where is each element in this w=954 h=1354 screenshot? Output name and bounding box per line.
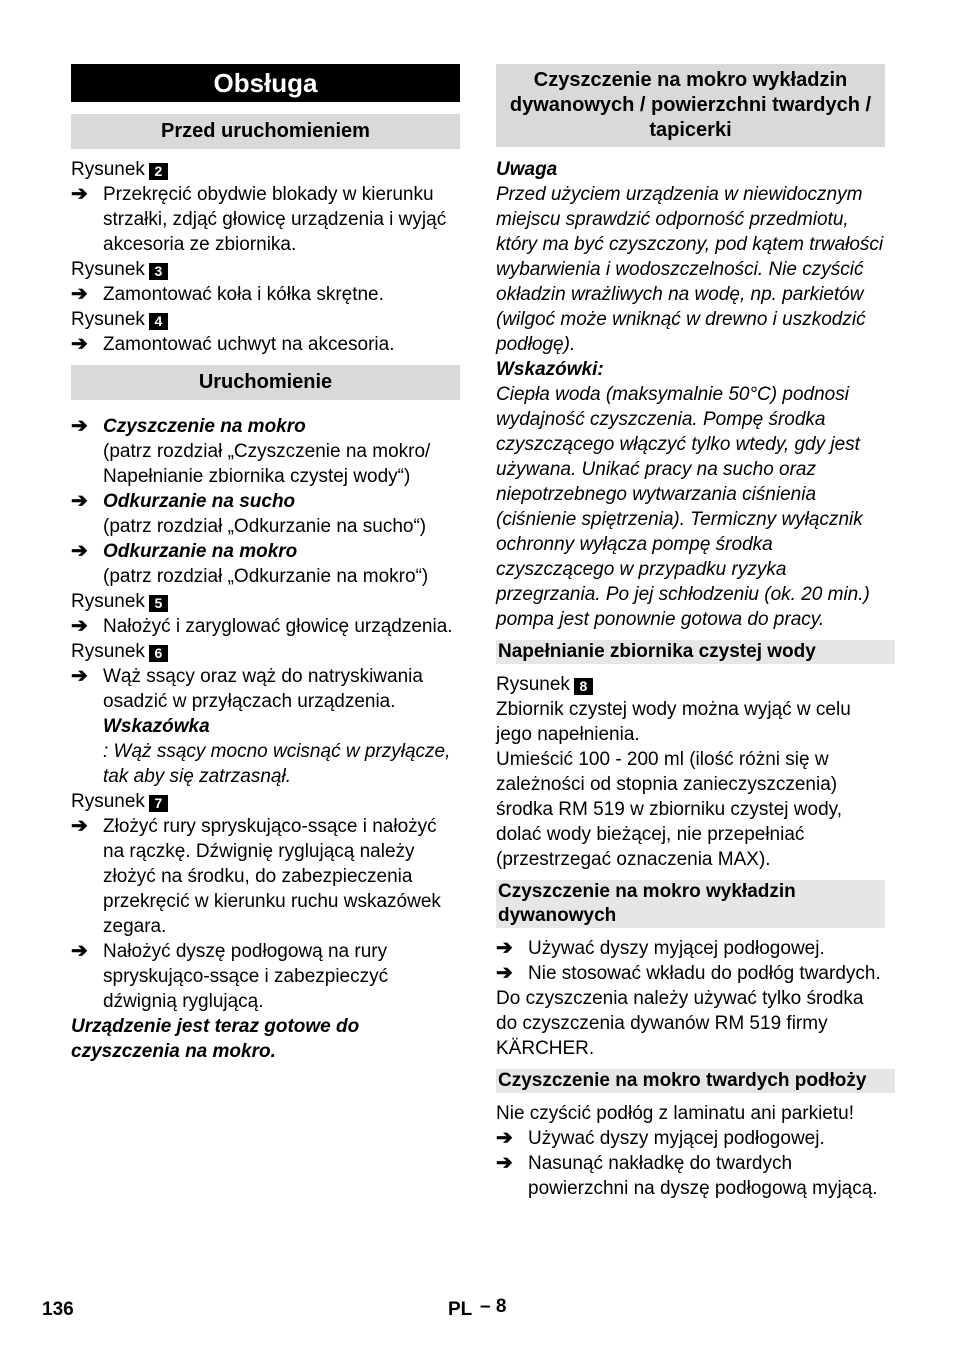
chapter-title: Obsługa (71, 64, 460, 102)
hints-label: Wskazówki: (496, 359, 604, 380)
arrow-right-icon: ➔ (71, 333, 88, 355)
step-item: ➔ Nałożyć dyszę podłogową na rury spryskująco-ssące i zabezpieczyć dźwignią ryglującą. (71, 940, 389, 1012)
figure-number: 3 (149, 263, 168, 280)
mode-dry-vacuum: ➔ Odkurzanie na sucho (patrz rozdział „Odkurzanie na sucho“) (71, 490, 427, 537)
step-item: ➔ Złożyć rury spryskująco-ssące i nałożyć na rączkę. Dźwignię ryglującą należy złożyć na środku, do zabezpieczenia przekręcić w kierunku ruchu wskazówek zegara. (71, 815, 441, 937)
step-item: ➔ Zamontować uchwyt na akcesoria. (71, 333, 395, 355)
caution-label: Uwaga (496, 159, 558, 180)
figure-number: 5 (149, 595, 168, 612)
caution-text: Przed użyciem urządzenia w niewidocznym miejscu sprawdzić odporność przedmiotu, który ma być czyszczony, pod kątem trwałości wybarwienia i wodoszczelności. Nie czyścić okładzin wrażliwych na wodę, np. parkietów (wilgoć może wniknąć w drewno i uszkodzić podłogę). (496, 184, 884, 355)
figure-number: 4 (149, 313, 168, 330)
figure-ref: Rysunek 6 (71, 639, 460, 664)
arrow-right-icon: ➔ (71, 415, 88, 437)
arrow-right-icon: ➔ (71, 183, 88, 205)
subsection-hard-floors: Czyszczenie na mokro twardych podłoży (496, 1069, 895, 1093)
local-page-number: – 8 (480, 1296, 507, 1317)
paragraph: Nie czyścić podłóg z laminatu ani parkietu! (496, 1103, 855, 1124)
figure-ref: Rysunek 3 (71, 257, 460, 282)
figure-ref: Rysunek 7 (71, 789, 460, 814)
paragraph: Umieścić 100 - 200 ml (ilość różni się w zależności od stopnia zanieczyszczenia) środka RM 519 w zbiorniku czystej wody, dolać wody bieżącej, nie przepełniać (przestrzegać oznaczenia MAX). (496, 749, 842, 870)
arrow-right-icon: ➔ (496, 1152, 513, 1174)
paragraph: Do czyszczenia należy używać tylko środka do czyszczenia dywanów RM 519 firmy KÄRCHER. (496, 988, 864, 1059)
section-before-start: Przed uruchomieniem (71, 114, 460, 149)
hint-text: : Wąż ssący mocno wcisnąć w przyłącze, tak aby się zatrzasnął. (103, 741, 451, 787)
step-item: ➔ Nałożyć i zaryglować głowicę urządzenia. (71, 615, 453, 637)
subsection-fill-tank: Napełnianie zbiornika czystej wody (496, 640, 895, 664)
ready-statement: Urządzenie jest teraz gotowe do czyszczenia na mokro. (71, 1016, 360, 1062)
section-wet-cleaning: Czyszczenie na mokro wykładzin dywanowych / powierzchni twardych / tapicerki (496, 64, 885, 147)
arrow-right-icon: ➔ (71, 540, 88, 562)
right-column (496, 64, 885, 1201)
paragraph: Zbiornik czystej wody można wyjąć w celu jego napełnienia. (496, 699, 851, 745)
arrow-right-icon: ➔ (496, 1127, 513, 1149)
step-item: ➔ Zamontować koła i kółka skrętne. (71, 283, 384, 305)
hints-text: Ciepła woda (maksymalnie 50°C) podnosi wydajność czyszczenia. Pompę środka czyszczącego włączyć tylko wtedy, gdy jest używana. Unikać pracy na sucho oraz niepotrzebnego wytwarzania ciśnienia (ciśnienie spiętrzenia). Termiczny wyłącznik ochronny wyłącza pompę środka czyszczącego w przypadku ryzyka przegrzania. Po jej schłodzeniu (ok. 20 min.) pompa jest ponownie gotowa do pracy. (496, 384, 870, 630)
figure-ref: Rysunek 4 (71, 307, 460, 332)
page-number: 136 (42, 1299, 74, 1320)
step-item: ➔ Nie stosować wkładu do podłóg twardych. (496, 962, 881, 984)
arrow-right-icon: ➔ (71, 615, 88, 637)
step-item: ➔ Używać dyszy myjącej podłogowej. (496, 1127, 825, 1149)
arrow-right-icon: ➔ (71, 665, 88, 687)
figure-ref: Rysunek 8 (496, 672, 885, 697)
step-item: ➔ Nasunąć nakładkę do twardych powierzchni na dyszę podłogową myjącą. (496, 1152, 878, 1199)
step-item: ➔ Używać dyszy myjącej podłogowej. (496, 937, 825, 959)
subsection-carpets: Czyszczenie na mokro wykładzin dywanowych (496, 880, 885, 928)
step-item: ➔ Wąż ssący oraz wąż do natryskiwania osadzić w przyłączach urządzenia. (71, 665, 423, 712)
hint-label: Wskazówka (103, 716, 210, 737)
arrow-right-icon: ➔ (496, 937, 513, 959)
arrow-right-icon: ➔ (71, 490, 88, 512)
left-column (71, 64, 460, 1064)
mode-wet-vacuum: ➔ Odkurzanie na mokro (patrz rozdział „Odkurzanie na mokro“) (71, 540, 429, 587)
language-code: PL (448, 1299, 473, 1320)
figure-number: 7 (149, 795, 168, 812)
figure-number: 8 (574, 678, 593, 695)
figure-ref: Rysunek 5 (71, 589, 460, 614)
arrow-right-icon: ➔ (71, 940, 88, 962)
figure-number: 6 (149, 645, 168, 662)
figure-ref: Rysunek 2 (71, 157, 460, 182)
step-item: ➔ Przekręcić obydwie blokady w kierunku strzałki, zdjąć głowicę urządzenia i wyjąć akcesoria ze zbiornika. (71, 183, 447, 255)
figure-number: 2 (149, 163, 168, 180)
section-startup: Uruchomienie (71, 365, 460, 400)
arrow-right-icon: ➔ (71, 283, 88, 305)
mode-wet-cleaning: ➔ Czyszczenie na mokro (patrz rozdział „Czyszczenie na mokro/ Napełnianie zbiornika czystej wody“) (71, 415, 431, 487)
arrow-right-icon: ➔ (71, 815, 88, 837)
arrow-right-icon: ➔ (496, 962, 513, 984)
